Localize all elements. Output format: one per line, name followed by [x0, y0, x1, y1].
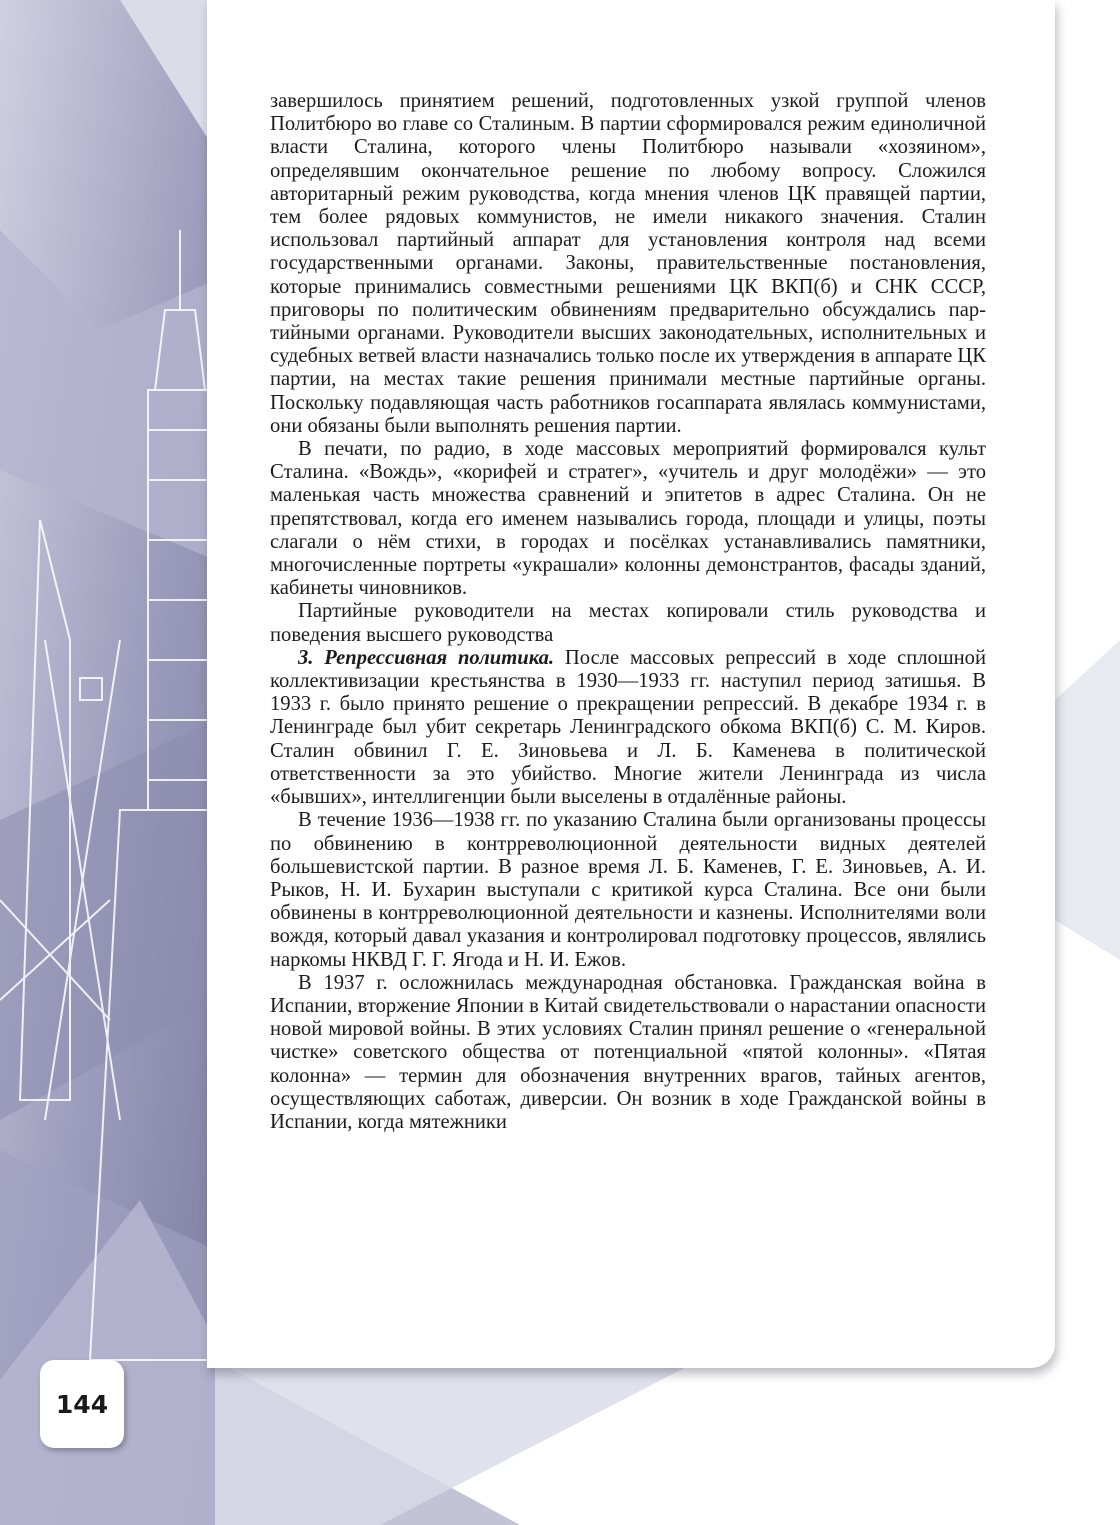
- page-number: 144: [55, 1389, 109, 1419]
- page-number-tab: [40, 1360, 124, 1448]
- paragraph: В течение 1936—1938 гг. по указанию Сталина были организованы процессы по обвинению в контрреволюционной деятельности видных деятелей большевистской партии. В разное время Л. Б. Каменев, Г. Е. Зиновьев, А. И. Рыков, Н. И. Бухарин выступали с критикой курса Сталина. Все они были обвинены в контрреволюционной деятельности и казнены. Исполнителями воли вождя, который давал указания и контролировал подготовку процессов, являлись наркомы НКВД Г. Г. Ягода и Н. И. Ежов.: [270, 809, 986, 971]
- section-heading: 3. Репрессивная политика.: [298, 646, 555, 669]
- paragraph: Партийные руководители на местах копировали стиль руководства и поведения высшего руководства: [270, 600, 986, 646]
- paragraph: В печати, по радио, в ходе массовых мероприятий формировался культ Сталина. «Вождь», «корифей и стратег», «учитель и друг молодёжи» — это маленькая часть множества сравнений и эпитетов в адрес Сталина. Он не препятствовал, когда его именем назывались города, площади и улицы, поэты слагали о нём стихи, в городах и посёлках устанавливались памятники, многочисленные портреты «украшали» колонны демонстрантов, фасады зданий, кабинеты чиновников.: [270, 438, 986, 600]
- paragraph: завершилось принятием решений, подготовленных узкой группой членов Политбюро во главе со Сталиным. В партии сформировался режим единоличной власти Сталина, которого члены Политбюро называли «хозяином», определявшим окончательное решение по любому вопросу. Сложился авторитарный режим руководства, когда мнения членов ЦК правящей партии, тем более рядовых коммунистов, не имели никакого значения. Сталин использовал партийный аппарат для установления контроля над всеми государственными органами. Законы, правительственные постановления, которые принимались совместными решениями ЦК ВКП(б) и СНК СССР, приговоры по политическим обвинениям предварительно обсуждались партийными органами. Руководители высших законодательных, исполнительных и судебных ветвей власти назначались только после их утверждения в аппарате ЦК партии, на местах такие решения принимали местные партийные органы. Поскольку подавляющая часть работников госаппарата являлась коммунистами, они обязаны были выполнять решения партии.: [270, 90, 986, 437]
- section-paragraph: [270, 647, 986, 809]
- section-lead-text: После массовых репрессий в ходе сплошной коллективизации крестьянства в 1930—1933 гг. наступил период затишья. В 1933 г. было принято решение о прекращении репрессий. В декабре 1934 г. в Ленинграде был убит секретарь Ленинградского обкома ВКП(б) С. М. Киров. Сталин обвинил Г. Е. Зиновьева и Л. Б. Каменева в политической ответственности за это убийство. Многие жители Ленинграда из числа «бывших», интеллигенции были выселены в отдалённые районы.: [270, 646, 986, 809]
- paragraph: В 1937 г. осложнилась международная обстановка. Гражданская война в Испании, вторжение Японии в Китай свидетельствовали о нарастании опасности новой мировой войны. В этих условиях Сталин принял решение о «генеральной чистке» советского общества от потенциальной «пятой колонны». «Пятая колонна» — термин для обозначения внутренних врагов, тайных агентов, осуществляющих саботаж, диверсии. Он возник в ходе Гражданской войны в Испании, когда мятежники: [270, 971, 986, 1133]
- body-text: [270, 90, 986, 1134]
